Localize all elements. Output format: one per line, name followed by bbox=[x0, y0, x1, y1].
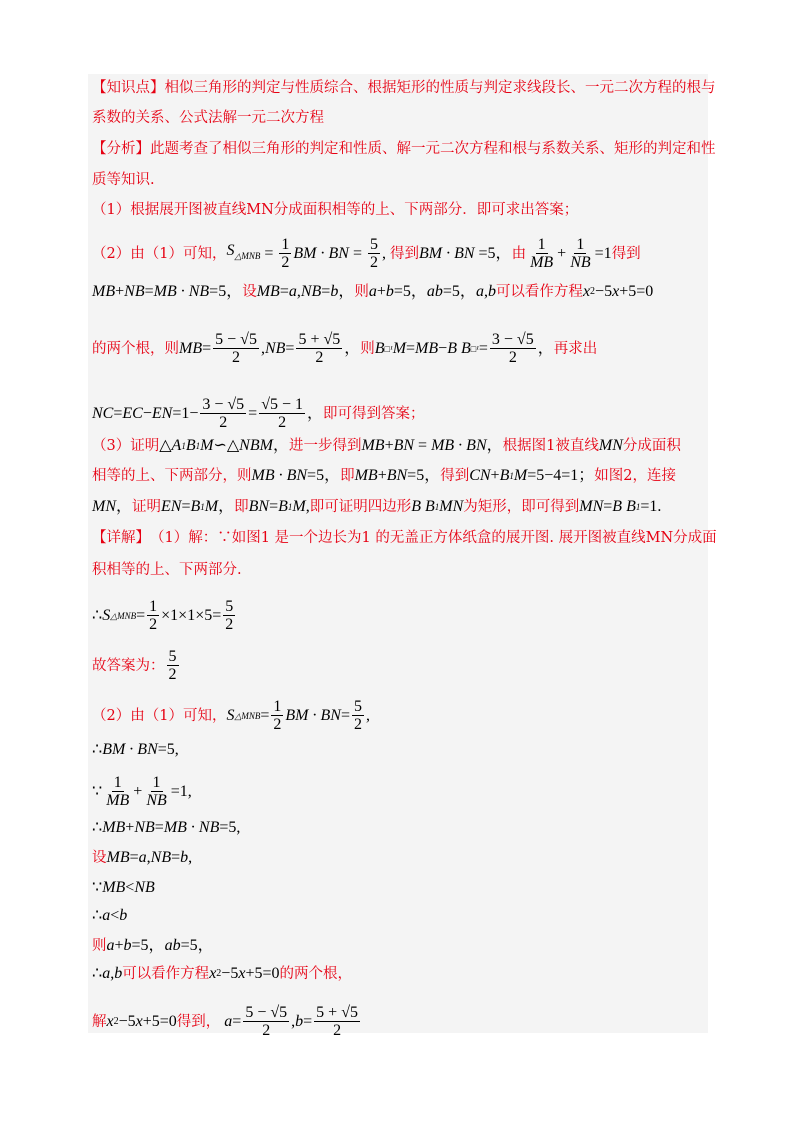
knowledge-line-2 bbox=[92, 108, 324, 128]
detail-tag: 【详解】 bbox=[92, 530, 150, 546]
analysis-text-2: 质等知识. bbox=[92, 172, 155, 188]
fraction-five-halves: $\frac{5}{2}$ bbox=[369, 236, 378, 271]
knowledge-line-1 bbox=[92, 78, 716, 98]
analysis-part-2-line-1: （2）由（1）可知， $S_{\triangle MNB}$ = $\frac{1}{2}$ BM · BN = $\frac{5}{2}$ , 得到 BM · BN =5， 由 $\frac{1}{MB}$ + $\frac{1}{NB}$ =1 得到 bbox=[92, 236, 641, 271]
detail-answer-line bbox=[92, 648, 181, 683]
analysis-part-3-line-2: 相等的上、下两部分，则 MB · BN =5， 即 MB + BN =5， 得到 CN + B 1 M =5−4=1； 如图2，连接 bbox=[92, 467, 676, 484]
fraction-b-value: $\frac{5 + √5}{2}$ bbox=[316, 1004, 358, 1039]
detail-sum-product: ∴ MB + NB = MB · NB =5, bbox=[92, 819, 241, 836]
detail-solve-label-a: 解 bbox=[92, 1013, 107, 1030]
analysis-p3-area: 分成面积 bbox=[622, 438, 681, 454]
analysis-part-1 bbox=[92, 200, 578, 220]
analysis-part-2-line-3: 的两个根，则 MB = $\frac{5 - √5}{2}$ , NB = $\frac{5 + √5}{2}$ ， 则 B □¹ M = MB − B B □¹ = $\frac{3 - √5}{2}$ ， 再求出 bbox=[92, 331, 598, 366]
analysis-p3-prove2: 证明 bbox=[132, 499, 162, 515]
detail-roots-label-a: 可以看作方程 bbox=[122, 966, 210, 982]
analysis-tag: 【分析】 bbox=[92, 141, 150, 157]
analysis-text-1: 此题考查了相似三角形的判定和性质、解一元二次方程和根与系数关系、矩形的判定和性 bbox=[150, 141, 716, 157]
fraction-d1: $\frac{1}{2}$ bbox=[149, 598, 158, 633]
detail-a-lt-b: ∴ a < b bbox=[92, 907, 128, 924]
analysis-set-label: 设 bbox=[242, 284, 257, 300]
fraction-root-plus: $\frac{5 + √5}{2}$ bbox=[298, 331, 341, 366]
analysis-p3-namely: 即 bbox=[340, 468, 355, 484]
analysis-part-2-line-2: MB + NB = MB · NB =5， 设 MB = a , NB = b ， 则 a + b =5， ab =5， a , b 可以看作方程 x 2 −5 x +5=0 bbox=[92, 283, 654, 300]
analysis-line-1 bbox=[92, 139, 716, 159]
detail-p2-text: （2）由（1）可知， bbox=[92, 707, 227, 724]
fraction-d2: $\frac{5}{2}$ bbox=[225, 598, 234, 633]
knowledge-text-1: 相似三角形的判定与性质综合、根据矩形的性质与判定求线段长、一元二次方程的根与 bbox=[164, 80, 716, 96]
analysis-p2-got2: 得到 bbox=[611, 245, 641, 262]
detail-area-result: ∴ S △MNB = $\frac{1}{2}$ ×1×1×5= $\frac{5}{2}$ bbox=[92, 598, 234, 633]
detail-answer-label: 故答案为： bbox=[92, 657, 165, 674]
analysis-two-roots-label: 的两个根，则 bbox=[92, 340, 179, 357]
analysis-get-answer: 即可得到答案； bbox=[323, 405, 425, 422]
fraction-a-value: $\frac{5 - √5}{2}$ bbox=[245, 1004, 288, 1039]
analysis-part-3-line-3: MN ， 证明 EN = B 1 M ， 即 BN = B 1 M , 即可证明四边形 B B 1 MN 为矩形，即可得到 MN = B B 1 =1. bbox=[92, 498, 662, 515]
detail-reciprocal: ∵ $\frac{1}{MB}$ + $\frac{1}{NB}$ =1, bbox=[92, 774, 192, 809]
fraction-nc-2: $\frac{√5 - 1}{2}$ bbox=[261, 396, 304, 431]
fraction-one-half: $\frac{1}{2}$ bbox=[281, 236, 290, 271]
area-formula: $S_{\triangle MNB}$ bbox=[226, 242, 261, 261]
fraction-1-over-NB: $\frac{1}{NB}$ bbox=[570, 236, 591, 271]
detail-mb-lt-nb: ∵ MB < NB bbox=[92, 879, 155, 896]
detail-set: 设 MB = a , NB = b , bbox=[92, 849, 193, 866]
knowledge-text-2: 系数的关系、公式法解一元二次方程 bbox=[92, 110, 324, 126]
detail-solve-label-b: 得到， bbox=[176, 1013, 221, 1030]
fraction-three-minus-root: $\frac{3 - √5}{2}$ bbox=[491, 331, 534, 366]
analysis-p3-got: 得到 bbox=[440, 468, 470, 484]
detail-part-2-line: （2）由（1）可知， S △MNB = $\frac{1}{2}$ BM · BN = $\frac{5}{2}$ , bbox=[92, 698, 370, 733]
analysis-p3-further: 进一步得到 bbox=[288, 438, 362, 454]
analysis-p2-got: 得到 bbox=[389, 245, 419, 262]
analysis-p3-namely2: 即 bbox=[234, 499, 249, 515]
fraction-nc-1: $\frac{3 - √5}{2}$ bbox=[202, 396, 245, 431]
knowledge-tag: 【知识点】 bbox=[92, 80, 165, 96]
fraction-d3: $\frac{1}{2}$ bbox=[273, 698, 282, 733]
analysis-part-2-line-4: NC = EC − EN =1− $\frac{3 - √5}{2}$ = $\frac{√5 - 1}{2}$ ， 即可得到答案； bbox=[92, 396, 425, 431]
fraction-root-minus: $\frac{5 - √5}{2}$ bbox=[215, 331, 257, 366]
analysis-equation-label: 可以看作方程 bbox=[495, 284, 583, 300]
analysis-p2-from: 由 bbox=[511, 245, 527, 262]
analysis-p3-quad: 即可证明四边形 bbox=[309, 499, 412, 515]
analysis-part-3-line-1: （3）证明 △ A 1 B 1 M ∽△ NBM ， 进一步得到 MB + BN = MB · BN ， 根据图1被直线 MN 分成面积 bbox=[92, 437, 681, 454]
fraction-1-over-MB: $\frac{1}{MB}$ bbox=[530, 236, 554, 271]
analysis-part-1-text: （1）根据展开图被直线MN分成面积相等的上、下两部分．即可求出答案； bbox=[92, 202, 579, 218]
analysis-then-label: 则 bbox=[354, 284, 369, 300]
detail-equation: ∴ a , b 可以看作方程 x 2 −5 x +5=0 的两个根， bbox=[92, 965, 352, 982]
analysis-then-label-2: 则 bbox=[360, 340, 375, 357]
detail-solve: 解 x 2 −5 x +5=0 得到， a = $\frac{5 - √5}{2}$ , b = $\frac{5 + √5}{2}$ bbox=[92, 1004, 358, 1039]
analysis-p3-prove: （3）证明 bbox=[92, 438, 160, 454]
detail-text-1: （1）解：∵如图1 是一个边长为1 的无盖正方体纸盒的展开图. 展开图被直线MN分成面 bbox=[150, 530, 717, 546]
detail-roots-label-b: 的两个根， bbox=[279, 966, 352, 982]
analysis-line-2 bbox=[92, 170, 155, 190]
analysis-p3-figure: 根据图1被直线 bbox=[502, 438, 599, 454]
fraction-d5: $\frac{1}{MB}$ bbox=[106, 774, 130, 809]
analysis-then-find-label: 再求出 bbox=[553, 340, 598, 357]
analysis-p3-equal-parts: 相等的上、下两部分，则 bbox=[92, 468, 252, 484]
detail-line-2 bbox=[92, 560, 242, 580]
detail-set-label: 设 bbox=[92, 850, 107, 866]
fraction-d4: $\frac{5}{2}$ bbox=[353, 698, 362, 733]
fraction-d6: $\frac{1}{NB}$ bbox=[146, 774, 167, 809]
fraction-answer: $\frac{5}{2}$ bbox=[168, 648, 177, 683]
detail-bm-bn: ∴ BM · BN =5, bbox=[92, 741, 179, 758]
detail-text-2: 积相等的上、下两部分. bbox=[92, 562, 242, 578]
detail-then-label: 则 bbox=[92, 938, 107, 954]
analysis-p3-figure2: 如图2，连接 bbox=[594, 468, 676, 484]
analysis-p2-prefix: （2）由（1）可知， bbox=[92, 245, 227, 262]
detail-line-1 bbox=[92, 528, 717, 548]
detail-vieta: 则 a + b =5， ab =5， bbox=[92, 937, 214, 954]
analysis-p3-rect: 为矩形，即可得到 bbox=[463, 499, 580, 515]
